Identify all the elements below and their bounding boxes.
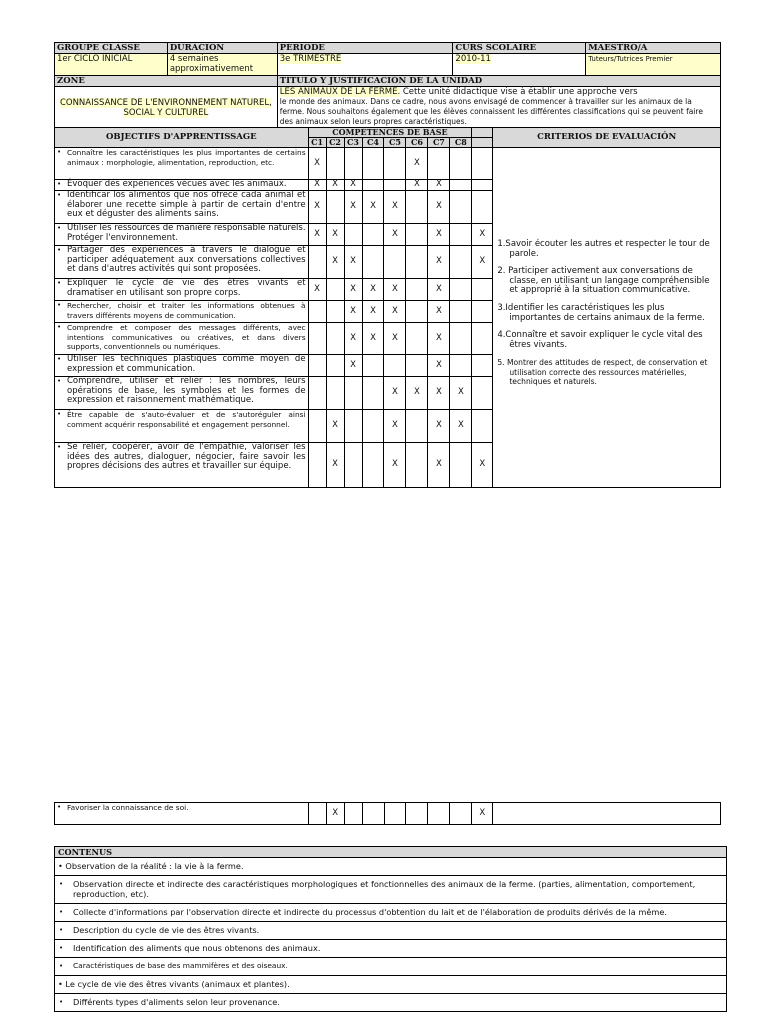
- competence-mark: X: [384, 323, 406, 355]
- competence-mark: X: [384, 377, 406, 410]
- unit-justification: [277, 87, 720, 129]
- competence-mark: [406, 246, 428, 279]
- competence-mark: [362, 377, 384, 410]
- competence-col-header: C7: [428, 138, 450, 148]
- criterion-item: 4.Connaître et savoir expliquer le cycle vital des êtres vivants.: [497, 330, 703, 350]
- objective-text: • Identificar los alimentos que nos ofrece cada animal et élaborer une recette simple à partir de certain d'entre eux et déguster des aliments sains.: [55, 191, 309, 224]
- competence-mark: X: [428, 323, 450, 355]
- teacher-label: MAESTRO/A: [586, 43, 721, 54]
- competence-mark: X: [362, 279, 384, 301]
- competence-mark: [428, 148, 450, 180]
- competence-mark: [344, 224, 362, 246]
- criterion-item: 5. Montrer des attitudes de respect, de conservation et utilisation correcte des ressources matérielles, techniques et naturels.: [497, 358, 708, 387]
- competence-mark: X: [362, 191, 384, 224]
- duration-value: 4 semaines approximativement: [167, 54, 277, 76]
- competence-mark: X: [384, 191, 406, 224]
- content-item: • Description du cycle de vie des êtres vivants.: [55, 922, 727, 940]
- competence-mark: [326, 323, 344, 355]
- group-value: 1er CICLO INICIAL: [55, 54, 168, 76]
- competence-mark: X: [428, 377, 450, 410]
- competence-mark: X: [308, 191, 326, 224]
- competence-mark: X: [344, 191, 362, 224]
- criteria-blank-cell: [493, 803, 721, 825]
- objective-text: • Partager des expériences à travers le dialogue et participer adéquatement aux conversations collectives et dans d'autres activités qui sont proposées.: [55, 246, 309, 279]
- competence-mark: [362, 410, 384, 443]
- content-item: • Différents types d'aliments selon leur provenance.: [55, 994, 727, 1012]
- competence-mark: [308, 443, 326, 488]
- competence-mark: X: [472, 246, 493, 279]
- competence-mark: [406, 410, 428, 443]
- competence-mark: X: [326, 224, 344, 246]
- competence-mark: [344, 148, 362, 180]
- competence-mark: [406, 355, 428, 377]
- competence-mark: [472, 410, 493, 443]
- competence-mark: X: [344, 180, 362, 191]
- competences-header-spacer: [472, 128, 493, 138]
- objective-row: [55, 148, 721, 180]
- competence-col-header: C3: [344, 138, 362, 148]
- competence-mark: X: [406, 180, 428, 191]
- competence-mark: X: [450, 377, 472, 410]
- objective-text: • Utiliser les techniques plastiques comme moyen de expression et communication.: [55, 355, 309, 377]
- competence-mark: [362, 224, 384, 246]
- competence-mark: [384, 246, 406, 279]
- objective-text: • Rechercher, choisir et traiter les informations obtenues à travers différents moyens de communication.: [55, 301, 309, 323]
- competence-mark: X: [384, 443, 406, 488]
- competence-col-header: C5: [384, 138, 406, 148]
- teacher-value: Tuteurs/Tutrices Premier: [586, 54, 721, 76]
- competence-mark: X: [406, 148, 428, 180]
- competence-mark: [406, 443, 428, 488]
- school-year-value-text: 2010-11: [455, 54, 491, 64]
- competence-mark: [362, 443, 384, 488]
- competence-mark: X: [344, 323, 362, 355]
- competence-mark: [406, 191, 428, 224]
- group-label: GROUPE CLASSE: [55, 43, 168, 54]
- objective-text: • Expliquer le cycle de vie des êtres vivants et dramatiser en utilisant son propre corps.: [55, 279, 309, 301]
- competence-mark: [406, 301, 428, 323]
- competence-mark: [450, 246, 472, 279]
- criterion-item: 1.Savoir écouter les autres et respecter le tour de parole.: [497, 239, 710, 259]
- zone-value-text: CONNAISSANCE DE L'ENVIRONNEMENT NATUREL, SOCIAL Y CULTUREL: [59, 97, 272, 118]
- competence-mark: [362, 246, 384, 279]
- competence-mark: X: [326, 180, 344, 191]
- competence-mark: [384, 803, 406, 825]
- competence-mark: [362, 180, 384, 191]
- competence-mark: X: [362, 323, 384, 355]
- competence-mark: X: [326, 246, 344, 279]
- competence-mark: [472, 355, 493, 377]
- objective-text: • Favoriser la connaissance de soi.: [55, 803, 309, 825]
- competence-mark: [406, 279, 428, 301]
- competence-mark: [450, 803, 472, 825]
- objective-text: • Se relier, coopérer, avoir de l'empathie, valoriser les idées des autres, dialoguer, négocier, faire savoir les propres décisions des autres et travailler sur équipe.: [55, 443, 309, 488]
- unit-description: le monde des animaux. Dans ce cadre, nous avons envisagé de commencer à travailler sur les animaux de la ferme. Nous souhaitons également que les élèves connaissent les différentes classifications qui se peuvent faire des animaux selon leurs propres caractéristiques.: [279, 97, 703, 126]
- content-item: • Caractéristiques de base des mammifères et des oiseaux.: [55, 958, 727, 976]
- competence-mark: X: [384, 279, 406, 301]
- competence-mark: [472, 377, 493, 410]
- competence-col-header: [472, 138, 493, 148]
- competence-mark: [384, 355, 406, 377]
- objective-text: • Comprendre, utiliser et relier : les nombres, leurs opérations de base, les symboles et les formes de expression et raisonnement mathématique.: [55, 377, 309, 410]
- objective-text: • Comprendre et composer des messages différents, avec intentions communicatives ou créatives, et dans divers supports, conventionnels ou numériques.: [55, 323, 309, 355]
- zone-label: ZONE: [55, 76, 278, 87]
- competence-mark: [308, 246, 326, 279]
- content-item: • Observation de la réalité : la vie à la ferme.: [55, 858, 727, 876]
- competence-mark: X: [344, 355, 362, 377]
- competence-col-header: C8: [450, 138, 472, 148]
- competence-mark: [326, 191, 344, 224]
- competence-mark: [450, 180, 472, 191]
- competence-mark: [450, 443, 472, 488]
- competence-mark: X: [428, 246, 450, 279]
- competence-mark: [308, 323, 326, 355]
- competence-mark: X: [384, 224, 406, 246]
- school-year-label: CURS SCOLAIRE: [453, 43, 586, 54]
- competence-mark: [450, 301, 472, 323]
- competence-mark: [326, 301, 344, 323]
- competence-mark: [308, 355, 326, 377]
- competence-mark: [362, 803, 384, 825]
- competence-mark: [450, 279, 472, 301]
- competence-mark: [326, 355, 344, 377]
- competence-mark: [406, 803, 428, 825]
- competence-mark: X: [406, 377, 428, 410]
- competence-mark: [308, 410, 326, 443]
- competence-col-header: C1: [308, 138, 326, 148]
- competence-mark: X: [472, 803, 493, 825]
- content-item: • Le cycle de vie des êtres vivants (animaux et plantes).: [55, 976, 727, 994]
- competence-mark: X: [326, 410, 344, 443]
- competence-mark: X: [428, 355, 450, 377]
- competence-col-header: C2: [326, 138, 344, 148]
- competence-mark: [472, 301, 493, 323]
- competence-mark: [450, 224, 472, 246]
- competence-mark: X: [450, 410, 472, 443]
- competence-mark: [450, 148, 472, 180]
- competence-mark: [326, 279, 344, 301]
- objectives-header: OBJECTIFS D'APPRENTISSAGE: [55, 128, 309, 148]
- objective-row: [55, 803, 721, 825]
- unit-title: LES ANIMAUX DE LA FERME.: [279, 87, 401, 97]
- competence-mark: [384, 148, 406, 180]
- criterion-item: 2. Participer activement aux conversations de classe, en utilisant un langage compréhensible et approprié à la situation communicative.: [497, 266, 710, 296]
- competence-mark: X: [384, 301, 406, 323]
- competence-mark: [472, 148, 493, 180]
- competence-mark: X: [344, 301, 362, 323]
- competence-mark: X: [308, 224, 326, 246]
- objective-text: • Utiliser les ressources de manière responsable naturels. Protéger l'environnement.: [55, 224, 309, 246]
- school-year-value: [453, 54, 586, 76]
- competence-mark: [472, 191, 493, 224]
- competences-header: COMPÉTENCES DE BASE: [308, 128, 472, 138]
- objective-text: • Être capable de s'auto-évaluer et de s'autoréguler ainsi comment acquérir responsabilité et engagement personnel.: [55, 410, 309, 443]
- extra-objective-table: [54, 802, 721, 825]
- competence-mark: [472, 323, 493, 355]
- competence-mark: X: [428, 224, 450, 246]
- competence-mark: X: [326, 443, 344, 488]
- content-item: • Identification des aliments que nous obtenons des animaux.: [55, 940, 727, 958]
- competence-mark: X: [308, 180, 326, 191]
- competence-mark: [472, 180, 493, 191]
- competence-mark: X: [472, 443, 493, 488]
- objective-text: • Connaître les caractéristiques les plus importantes de certains animaux : morphologie, alimentation, reproduction, etc.: [55, 148, 309, 180]
- competence-mark: [344, 803, 362, 825]
- unit-title-label: TÍTULO Y JUSTIFICACIÓN DE LA UNIDAD: [277, 76, 720, 87]
- competence-mark: [326, 148, 344, 180]
- competence-mark: [472, 279, 493, 301]
- competence-mark: X: [362, 301, 384, 323]
- competence-mark: [362, 148, 384, 180]
- competence-mark: [384, 180, 406, 191]
- duration-label: DURACIÓN: [167, 43, 277, 54]
- period-label: PÉRIODE: [277, 43, 453, 54]
- competence-mark: X: [384, 410, 406, 443]
- competence-mark: [450, 323, 472, 355]
- competence-mark: X: [308, 279, 326, 301]
- competence-mark: [406, 224, 428, 246]
- competence-mark: X: [344, 279, 362, 301]
- contents-table: [54, 846, 727, 1012]
- competence-mark: X: [428, 191, 450, 224]
- objective-text: • Évoquer des expériences vécues avec les animaux.: [55, 180, 309, 191]
- content-item: • Observation directe et indirecte des caractéristiques morphologiques et fonctionnelles des animaux de la ferme. (parties, alimentation, comportement, reproduction, etc).: [55, 876, 727, 904]
- zone-value: [55, 87, 278, 129]
- competence-mark: [362, 355, 384, 377]
- competence-mark: [428, 803, 450, 825]
- competence-mark: X: [326, 803, 344, 825]
- evaluation-criteria: [493, 148, 721, 488]
- contents-header: CONTENUS: [55, 847, 727, 858]
- period-value-text: 3e TRIMESTRE: [279, 54, 342, 64]
- competence-col-header: C4: [362, 138, 384, 148]
- competence-mark: X: [344, 246, 362, 279]
- competence-mark: X: [428, 443, 450, 488]
- competence-mark: X: [428, 279, 450, 301]
- objectives-table: [54, 127, 721, 488]
- competence-mark: [308, 301, 326, 323]
- unit-intro: Cette unité didactique vise à établir une approche vers: [400, 87, 638, 97]
- competence-mark: [344, 377, 362, 410]
- competence-col-header: C6: [406, 138, 428, 148]
- competence-mark: [308, 377, 326, 410]
- competence-mark: [308, 803, 326, 825]
- period-value: [277, 54, 453, 76]
- content-item: • Collecte d'informations par l'observation directe et indirecte du processus d'obtention du lait et de l'élaboration de produits dérivés de la même.: [55, 904, 727, 922]
- competence-mark: X: [428, 180, 450, 191]
- competence-mark: X: [308, 148, 326, 180]
- criteria-header: CRITERIOS DE EVALUACIÓN: [493, 128, 721, 148]
- competence-mark: [450, 191, 472, 224]
- competence-mark: [344, 443, 362, 488]
- competence-mark: [450, 355, 472, 377]
- criterion-item: 3.Identifier les caractéristiques les plus importantes de certains animaux de la ferme.: [497, 303, 705, 323]
- competence-mark: X: [428, 410, 450, 443]
- competence-mark: [406, 323, 428, 355]
- competence-mark: X: [428, 301, 450, 323]
- competence-mark: X: [472, 224, 493, 246]
- competence-mark: [344, 410, 362, 443]
- unit-header-table: [54, 42, 721, 129]
- competence-mark: [326, 377, 344, 410]
